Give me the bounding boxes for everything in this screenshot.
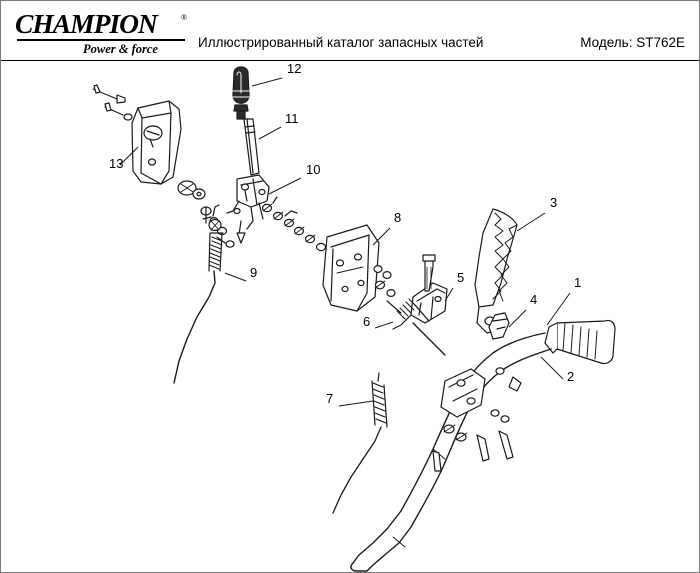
leader-3 <box>517 213 545 231</box>
part-8-fasteners <box>374 266 395 297</box>
callout-11: 11 <box>285 111 299 126</box>
logo-divider <box>17 39 185 41</box>
part-5-lever-block <box>393 283 447 329</box>
callout-4: 4 <box>530 292 538 307</box>
logo-tagline: Power & force <box>83 42 158 56</box>
part-11-shift-rod <box>244 119 259 175</box>
part-13-fasteners <box>93 85 132 120</box>
part-7-cable-spring <box>333 373 387 513</box>
leader-1 <box>547 293 570 325</box>
part-10-shift-bracket <box>227 175 269 229</box>
callout-9: 9 <box>250 265 258 280</box>
callout-13: 13 <box>109 156 124 171</box>
callout-6: 6 <box>363 314 371 329</box>
callout-1: 1 <box>574 275 582 290</box>
callout-10: 10 <box>306 162 321 177</box>
diagram-canvas <box>1 61 699 572</box>
model-label: Модель: ST762E <box>580 35 685 50</box>
leader-11 <box>259 127 281 139</box>
part-8-control-plate <box>323 225 379 311</box>
callout-12: 12 <box>287 61 302 76</box>
part-washer-stack-left <box>178 181 240 247</box>
leader-8 <box>373 228 390 245</box>
exploded-parts-diagram <box>1 61 699 572</box>
callout-5: 5 <box>457 270 465 285</box>
callout-3: 3 <box>550 195 558 210</box>
part-fastener-row-center <box>263 197 326 251</box>
leader-10 <box>269 178 301 194</box>
leader-12 <box>252 78 282 86</box>
leader-9 <box>225 273 246 281</box>
champion-logo <box>15 9 195 55</box>
page-header <box>1 1 699 61</box>
registered-trademark-icon: ® <box>181 13 188 22</box>
callout-2: 2 <box>567 369 575 384</box>
part-13-bracket <box>132 101 181 184</box>
page-title: Иллюстрированный каталог запасных частей <box>198 35 484 50</box>
callout-7: 7 <box>326 391 334 406</box>
leader-7 <box>339 401 373 406</box>
leader-6 <box>375 322 393 328</box>
logo-wordmark: CHAMPION <box>15 9 157 39</box>
leader-2 <box>541 357 563 379</box>
callout-8: 8 <box>394 210 402 225</box>
part-12-shift-knob <box>233 67 249 119</box>
leader-4 <box>509 310 526 327</box>
